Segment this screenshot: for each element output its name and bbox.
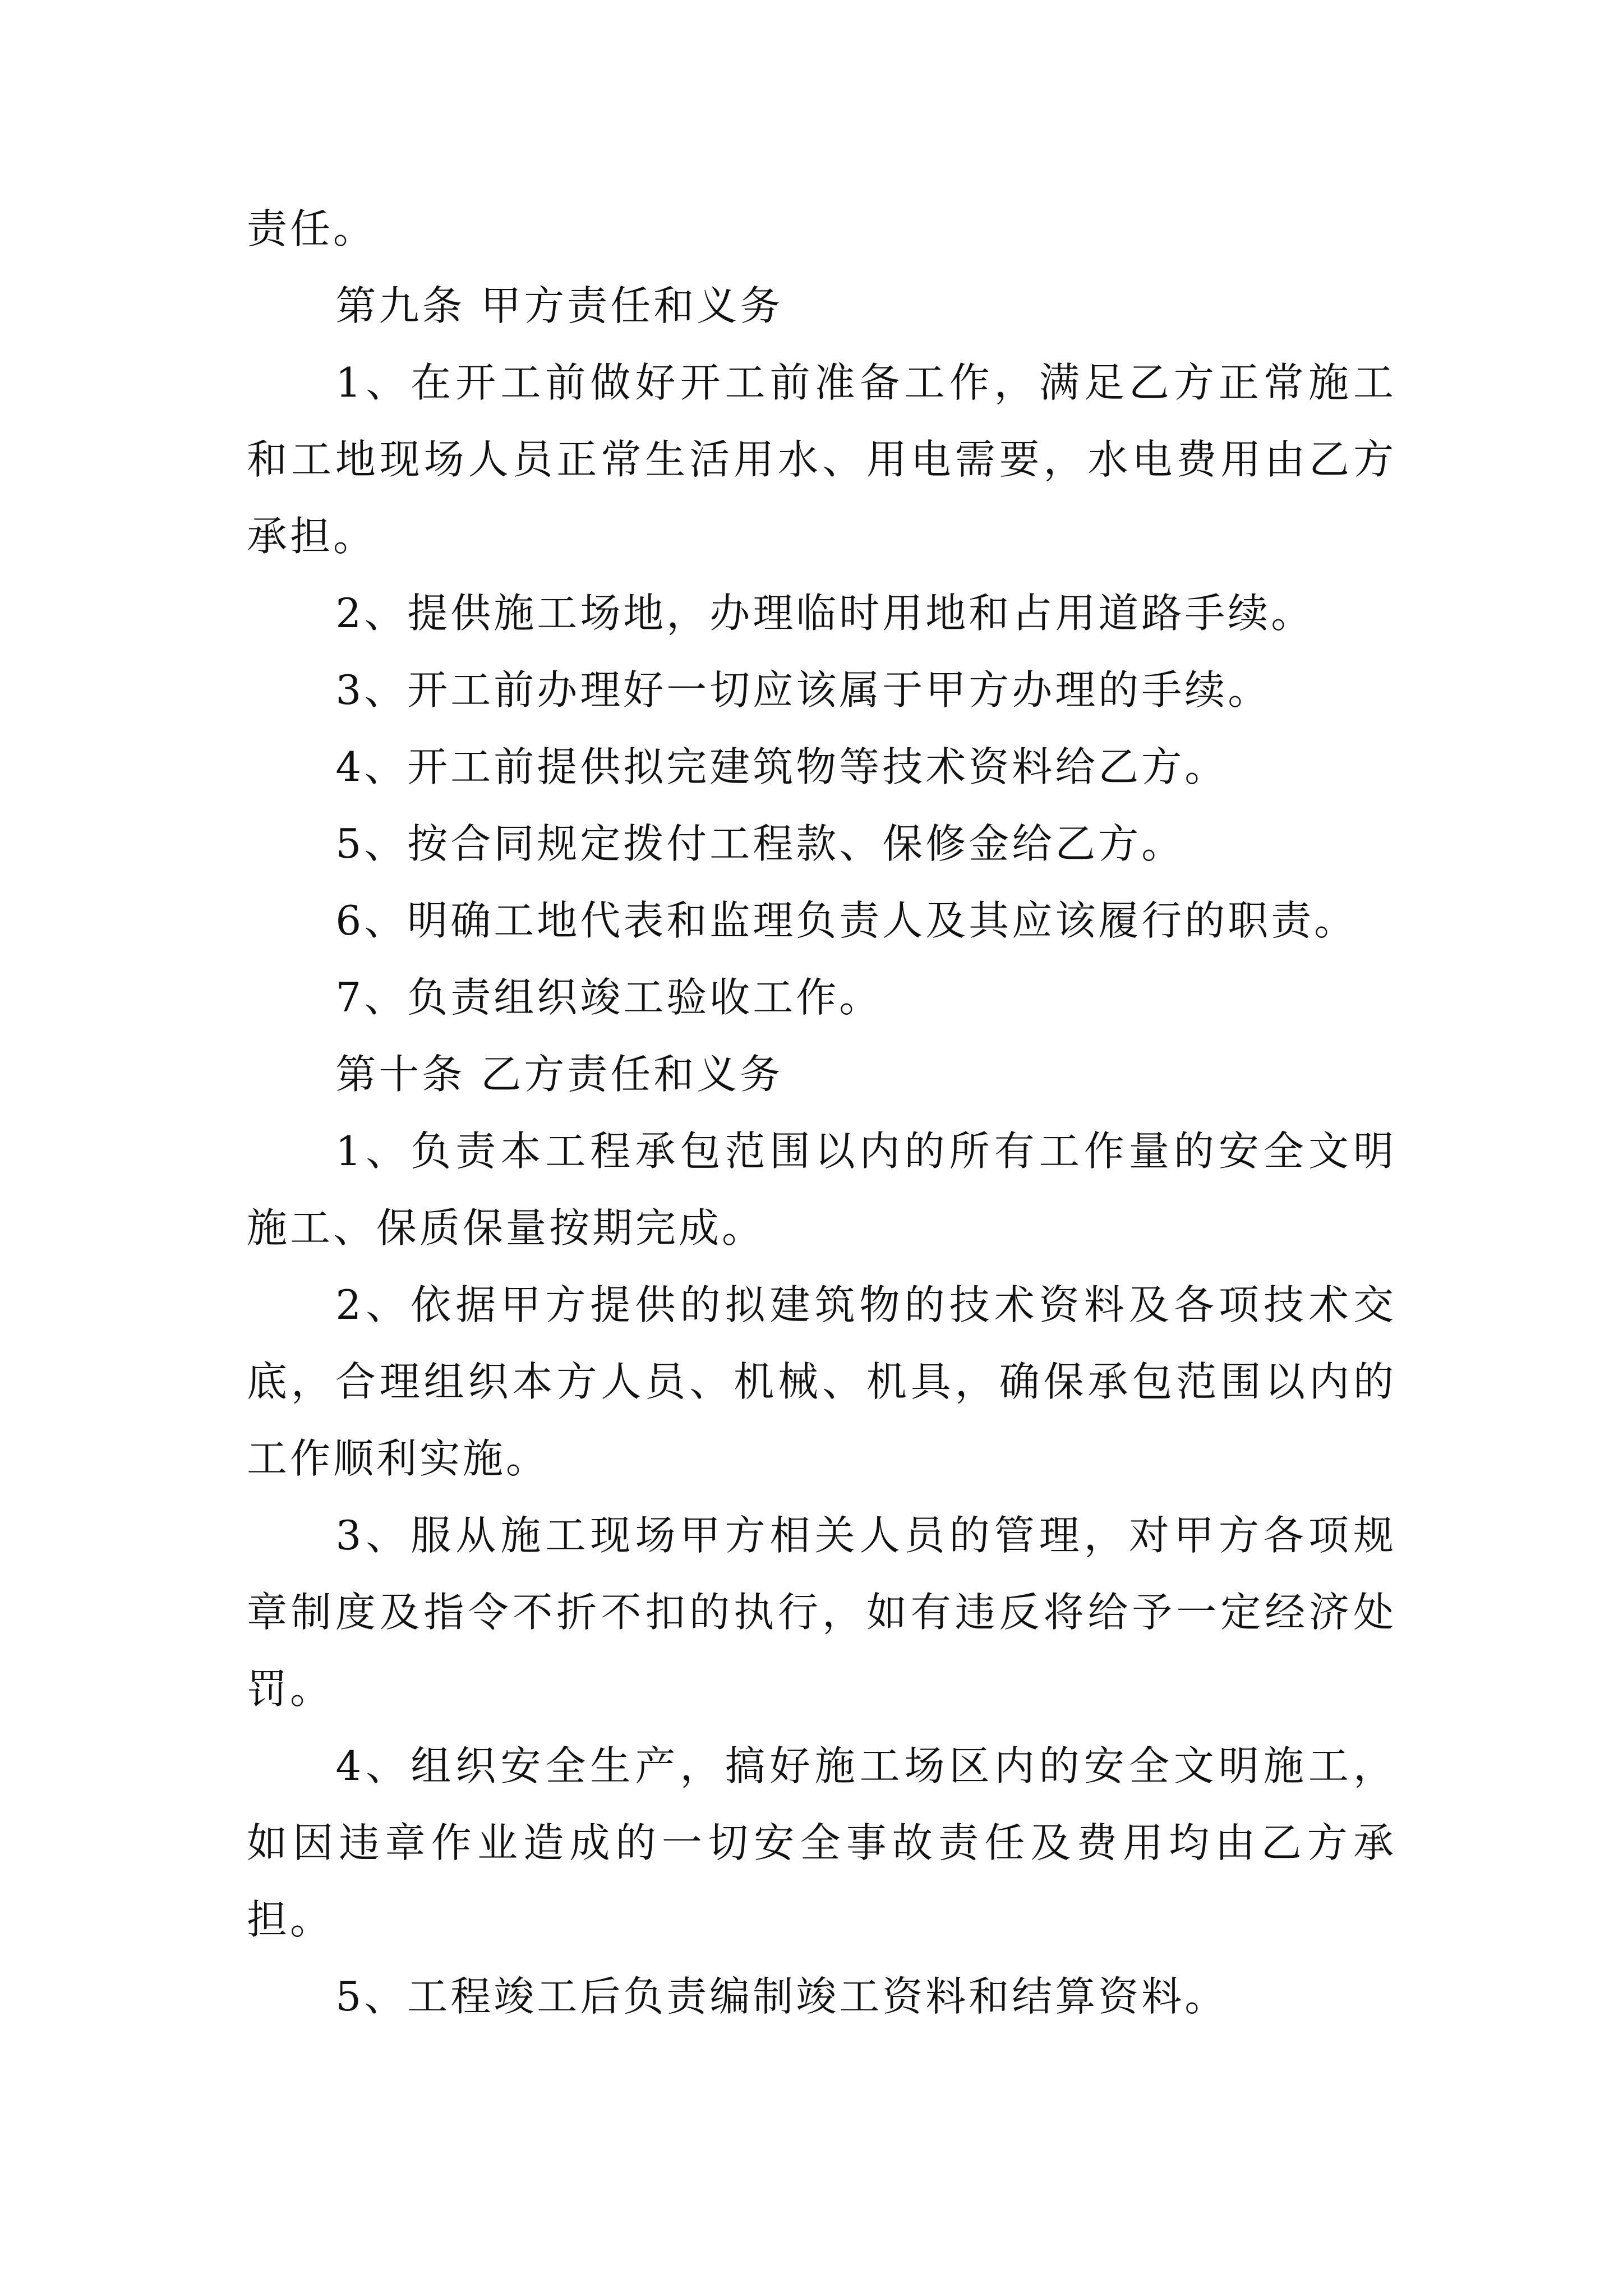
article-9-item-2: 2、提供施工场地，办理临时用地和占用道路手续。 — [335, 590, 1315, 637]
article-10-item-5: 5、工程竣工后负责编制竣工资料和结算资料。 — [335, 1973, 1228, 2020]
article-10-heading: 第十条 乙方责任和义务 — [335, 1051, 783, 1098]
article-10-item-1: 1、负责本工程承包范围以内的所有工作量的安全文明施工、保质保量按期完成。 — [247, 1128, 1396, 1251]
article-9-item-5: 5、按合同规定拨付工程款、保修金给乙方。 — [335, 820, 1185, 867]
article-9-item-4: 4、开工前提供拟完建筑物等技术资料给乙方。 — [335, 743, 1228, 790]
article-9-item-3: 3、开工前办理好一切应该属于甲方办理的手续。 — [335, 666, 1271, 714]
article-10-item-3: 3、服从施工现场甲方相关人员的管理，对甲方各项规章制度及指令不折不扣的执行，如有违反将给予一定经济处罚。 — [247, 1512, 1396, 1713]
article-10-item-2: 2、依据甲方提供的拟建筑物的技术资料及各项技术交底，合理组织本方人员、机械、机具，确保承包范围以内的工作顺利实施。 — [247, 1281, 1396, 1482]
article-9-item-7: 7、负责组织竣工验收工作。 — [335, 974, 883, 1021]
document-body — [247, 191, 1396, 2035]
paragraph-continuation: 责任。 — [247, 205, 377, 252]
article-9-item-1: 1、在开工前做好开工前准备工作，满足乙方正常施工和工地现场人员正常生活用水、用电需要，水电费用由乙方承担。 — [247, 359, 1396, 560]
article-9-item-6: 6、明确工地代表和监理负责人及其应该履行的职责。 — [335, 897, 1358, 944]
article-10-item-4: 4、组织安全生产，搞好施工场区内的安全文明施工，如因违章作业造成的一切安全事故责任及费用均由乙方承担。 — [247, 1742, 1396, 1943]
article-9-heading: 第九条 甲方责任和义务 — [335, 282, 783, 329]
